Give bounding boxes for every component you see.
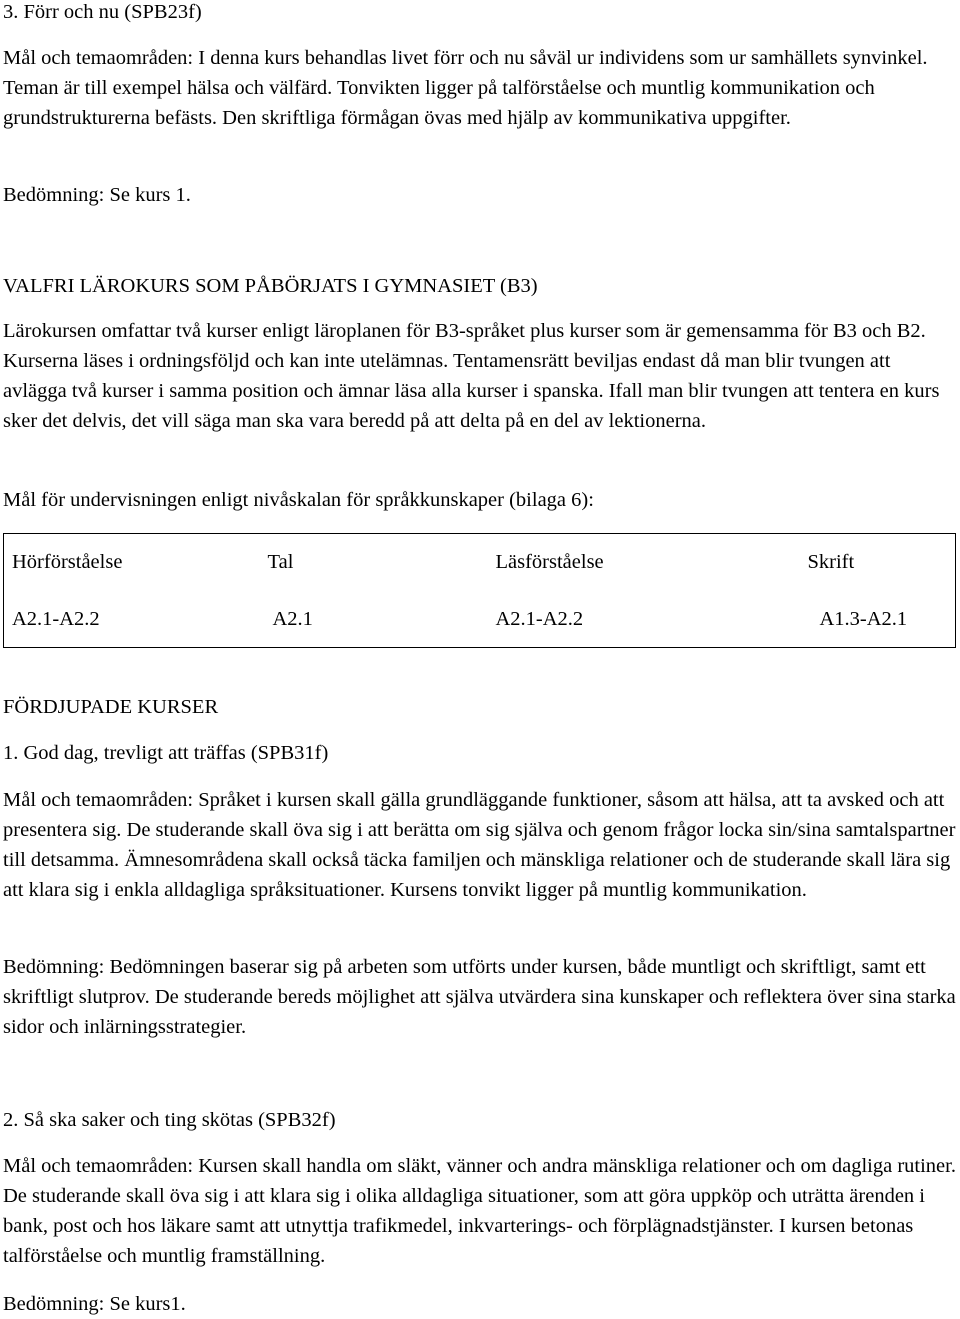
course-2-assessment: Bedömning: Se kurs1. [3, 1293, 186, 1315]
course-1-goals: Mål och temaområden: Språket i kursen skall gälla grundläggande funktioner, såsom att hälsa, att ta avsked och att presentera sig. De studerande skall öva sig i att berätta om sig själva och genom frågor locka sin/sina samtalspartner till detsamma. Ämnesområdena skall också täcka familjen och mänskliga relationer och de studerande skall lära sig att klara sig i enkla alldagliga språksituationer. Kursens tonvikt ligger på muntlig kommunikation. [3, 789, 956, 901]
header-speaking: Tal [267, 551, 294, 574]
elective-description: Lärokursen omfattar två kurser enligt läroplanen för B3-språket plus kurser som är gemensamma för B3 och B2. Kurserna läses i ordningsföljd och kan inte utelämnas. Tentamensrätt beviljas endast då man blir tvungen att avlägga två kurser i samma position och ämnar läsa alla kurser i spanska. Ifall man blir tvungen att tentera en kurs sker det delvis, det vill säga man ska vara beredd på att delta på en del av lektionerna. [3, 320, 940, 432]
header-writing: Skrift [807, 551, 855, 574]
course-1-assessment: Bedömning: Bedömningen baserar sig på arbeten som utförts under kursen, både muntligt och skriftligt, samt ett skriftligt slutprov. De studerande bereds möjlighet att själva utvärdera sina kunskaper och reflektera över sina starka sidor och inlärningsstrategier. [3, 956, 956, 1038]
value-reading: A2.1-A2.2 [495, 607, 584, 630]
header-listening: Hörförståelse [12, 551, 123, 574]
advanced-courses-title: FÖRDJUPADE KURSER [3, 696, 219, 718]
elective-section-title: VALFRI LÄROKURS SOM PÅBÖRJATS I GYMNASIET (B3) [3, 275, 538, 297]
proficiency-levels-table [3, 533, 956, 648]
course-3-goals: Mål och temaområden: I denna kurs behandlas livet förr och nu såväl ur individens som ur samhällets synvinkel. Teman är till exempel hälsa och välfärd. Tonvikten ligger på talförståelse och muntlig kommunikation och grundstrukturerna befästs. Den skriftliga förmågan övas med hjälp av kommunikativa uppgifter. [3, 47, 928, 129]
header-reading: Läsförståelse [495, 551, 604, 574]
course-2-title: 2. Så ska saker och ting skötas (SPB32f) [3, 1109, 336, 1131]
table-row [4, 591, 956, 648]
course-2-goals: Mål och temaområden: Kursen skall handla om släkt, vänner och andra mänskliga relationer och om dagliga rutiner. De studerande skall öva sig i att klara sig i olika alldagliga situationer, som att göra uppköp och uträtta ärenden i bank, post och hos läkare samt att utnyttja trafikmedel, inkvarterings- och förplägnadstjänster. I kursen betonas talförståelse och muntlig framställning. [3, 1155, 956, 1267]
elective-goals-intro: Mål för undervisningen enligt nivåskalan för språkkunskaper (bilaga 6): [3, 489, 594, 511]
course-1-title: 1. God dag, trevligt att träffas (SPB31f) [3, 742, 329, 764]
course-3-title: 3. Förr och nu (SPB23f) [3, 1, 202, 23]
value-speaking: A2.1 [272, 607, 313, 630]
value-listening: A2.1-A2.2 [12, 607, 100, 630]
value-writing: A1.3-A2.1 [819, 607, 908, 630]
table-header-row [4, 534, 956, 591]
course-3-assessment: Bedömning: Se kurs 1. [3, 184, 191, 206]
